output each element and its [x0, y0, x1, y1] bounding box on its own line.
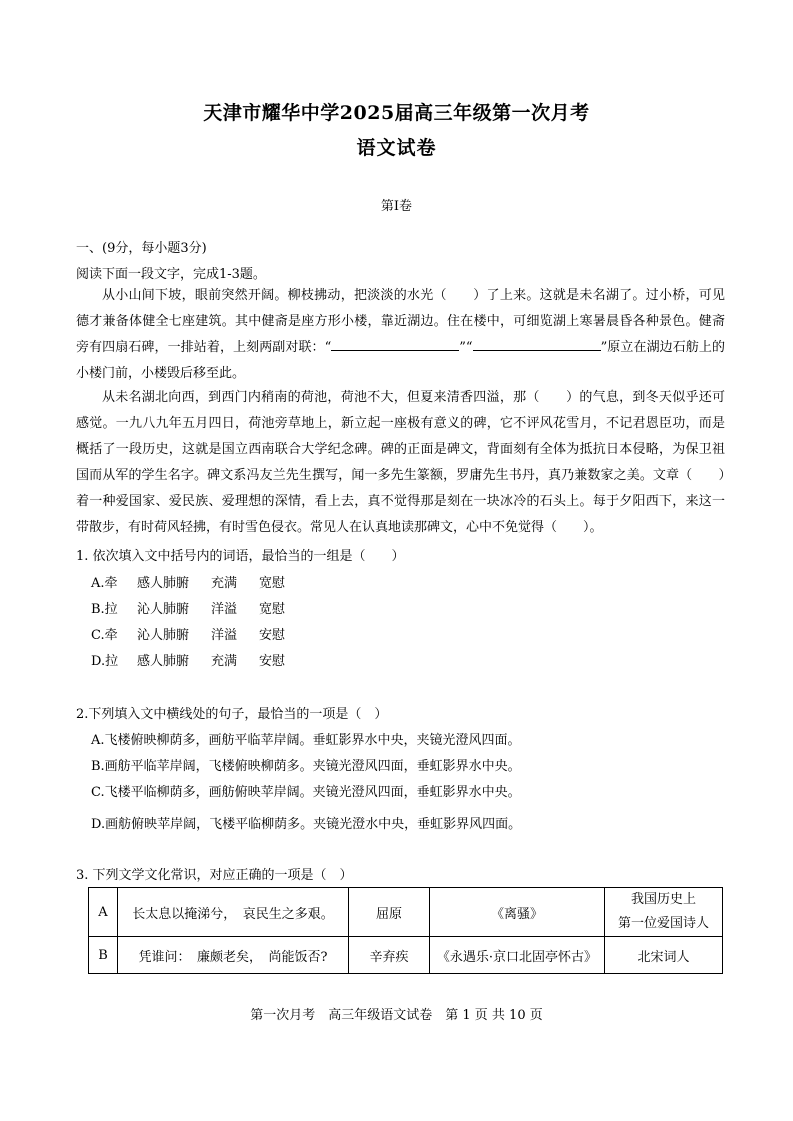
quote-cell: 长太息以掩涕兮， 哀民生之多艰。 [118, 888, 349, 937]
note-cell [605, 888, 723, 937]
question-1-stem: 1. 依次填入文中括号内的词语，最恰当的一组是（ ） [76, 549, 405, 564]
option-cell: 宽慰 [259, 576, 286, 591]
question-2-option-a: A.飞楼俯映柳荫多，画舫平临苹岸阔。垂虹影界水中央，夹镜光澄风四面。 [91, 733, 521, 748]
author-cell: 辛弃疾 [349, 937, 430, 974]
option-cell: 沁人肺腑 [137, 602, 190, 617]
question-1-option-a [91, 572, 285, 591]
volume-label: 第I卷 [380, 199, 413, 214]
table-row [89, 937, 723, 974]
note-line: 我国历史上 [630, 892, 696, 907]
option-cell: 安慰 [259, 654, 286, 669]
question-1-option-d [91, 650, 285, 669]
question-3-stem: 3. 下列文学文化常识，对应正确的一项是（ ） [76, 868, 353, 883]
option-cell: 充满 [211, 576, 238, 591]
option-cell: B.拉 [91, 602, 118, 617]
passage-paragraph-1 [76, 283, 725, 387]
option-cell: 感人肺腑 [137, 576, 190, 591]
option-cell: 宽慰 [259, 602, 286, 617]
passage-1-part-a: 从小山间下坡，眼前突然开阔。柳枝拂动，把淡淡的水光（ ）了上来。这就是未名湖了。过小桥，可见德才兼备体健全七座建筑。其中健斋是座方形小楼，靠近湖边。住在楼中，可细览湖上寒暑晨昏各种景色。健斋旁有四扇石碑，一排站着，上刻两副对联：“ [76, 288, 725, 355]
answer-blank-1 [331, 338, 459, 351]
option-cell: 洋溢 [211, 628, 238, 643]
author-cell: 屈原 [349, 888, 430, 937]
row-label: B [89, 937, 118, 974]
passage-paragraph-2: 从未名湖北向西，到西门内稍南的荷池，荷池不大，但夏来清香四溢，那（ ）的气息，到冬天似乎还可感觉。一九八九年五月四日，荷池旁草地上，新立起一座极有意义的碑，它不评风花雪月，不记君恩臣功，而是概括了一段历史，这就是国立西南联合大学纪念碑。碑的正面是碑文，背面刻有全体为抵抗日本侵略，为保卫祖国而从军的学生名字。碑文系冯友兰先生撰写，闻一多先生篆额，罗庸先生书丹，真乃兼数家之美。文章（ ）着一种爱国家、爱民族、爱理想的深情，看上去，真不觉得那是刻在一块冰冷的石头上。每于夕阳西下，来这一带散步，有时荷风轻拂，有时雪色侵衣。常见人在认真地读那碑文，心中不免觉得（ ）。 [76, 390, 725, 535]
table-row [89, 888, 723, 937]
question-2-stem: 2.下列填入文中横线处的句子，最恰当的一项是（ ） [76, 707, 388, 722]
option-cell: D.拉 [91, 654, 119, 669]
note-line: 第一位爱国诗人 [617, 916, 709, 931]
option-cell: C.牵 [91, 628, 118, 643]
exam-subtitle: 语文试卷 [356, 137, 437, 159]
question-2-option-c: C.飞楼平临柳荫多，画舫俯映苹岸阔。夹镜光澄风四面，垂虹影界水中央。 [91, 785, 521, 800]
question-2-option-b: B.画舫平临苹岸阔，飞楼俯映柳荫多。夹镜光澄风四面，垂虹影界水中央。 [91, 759, 521, 774]
section-heading: 一、(9分，每小题3分) [76, 241, 207, 256]
option-cell: 充满 [211, 654, 238, 669]
question-1-option-c [91, 624, 285, 643]
option-cell: 洋溢 [211, 602, 238, 617]
note-cell: 北宋词人 [605, 937, 723, 974]
literature-table [88, 887, 723, 974]
option-cell: 安慰 [259, 628, 286, 643]
row-label: A [89, 888, 118, 937]
question-2-option-d: D.画舫俯映苹岸阔，飞楼平临柳荫多。夹镜光澄水中央，垂虹影界风四面。 [91, 817, 522, 832]
option-cell: A.牵 [91, 576, 118, 591]
work-cell: 《永遇乐·京口北固亭怀古》 [430, 937, 605, 974]
passage-1-part-b: ”“ [459, 340, 473, 355]
reading-instruction: 阅读下面一段文字，完成1-3题。 [76, 267, 266, 282]
question-1-option-b [91, 598, 285, 617]
page-footer: 第一次月考 高三年级语文试卷 第 1 页 共 10 页 [250, 1008, 543, 1023]
work-cell: 《离骚》 [430, 888, 605, 937]
quote-cell: 凭谁问： 廉颇老矣， 尚能饭否? [118, 937, 349, 974]
exam-title: 天津市耀华中学2025届高三年级第一次月考 [203, 102, 590, 124]
passage-1-part-c: ”原立在湖边石舫上的小楼门前，小楼毁后移至此。 [76, 340, 725, 381]
option-cell: 沁人肺腑 [137, 628, 190, 643]
option-cell: 感人肺腑 [137, 654, 190, 669]
answer-blank-2 [473, 338, 601, 351]
